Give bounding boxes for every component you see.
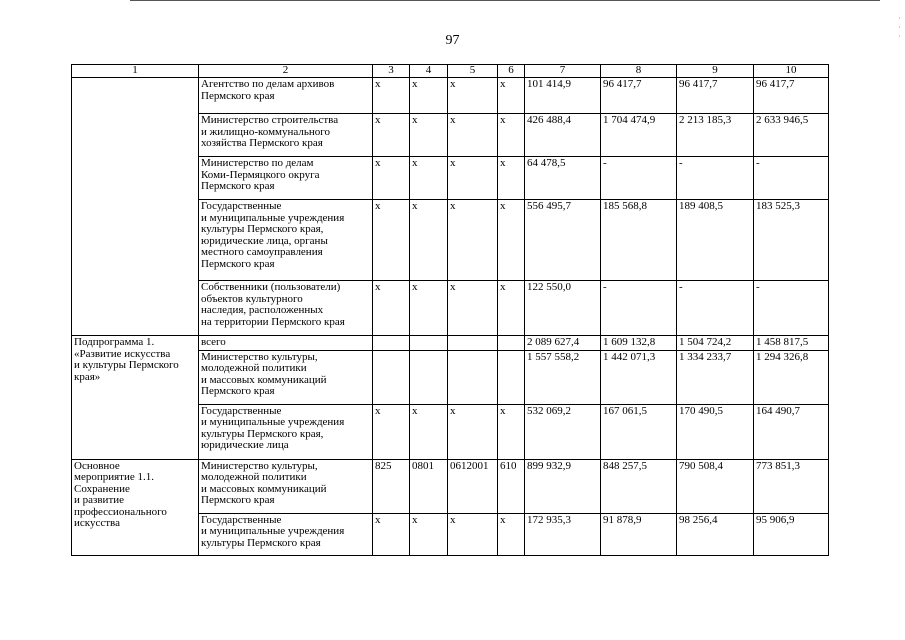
code-cell: х [373,157,410,200]
header-cell-9: 9 [677,65,754,78]
executor-cell: Государственные и муниципальные учреждения культуры Пермского края, юридические лица [199,404,373,459]
code-cell: 0612001 [448,459,498,513]
amount-cell: 899 932,9 [525,459,601,513]
code-cell: х [410,200,448,281]
header-cell-7: 7 [525,65,601,78]
amount-cell: 95 906,9 [754,513,829,555]
budget-table [71,64,829,556]
amount-cell: 185 568,8 [601,200,677,281]
amount-cell: - [601,281,677,336]
amount-cell: 556 495,7 [525,200,601,281]
header-cell-1: 1 [72,65,199,78]
program-cell [72,78,199,336]
amount-cell: - [677,157,754,200]
amount-cell: 172 935,3 [525,513,601,555]
executor-cell: Министерство по делам Коми-Пермяцкого округа Пермского края [199,157,373,200]
executor-cell: Министерство культуры, молодежной политики и массовых коммуникаций Пермского края [199,350,373,404]
code-cell: х [448,78,498,114]
code-cell: х [373,114,410,157]
amount-cell: 96 417,7 [754,78,829,114]
amount-cell: 2 633 946,5 [754,114,829,157]
amount-cell: 773 851,3 [754,459,829,513]
code-cell [410,350,448,404]
executor-cell: Министерство культуры, молодежной политики и массовых коммуникаций Пермского края [199,459,373,513]
code-cell: х [498,200,525,281]
code-cell [373,350,410,404]
page-number: 97 [445,33,460,48]
header-cell-10: 10 [754,65,829,78]
code-cell: х [410,157,448,200]
amount-cell: 170 490,5 [677,404,754,459]
amount-cell: 1 294 326,8 [754,350,829,404]
code-cell [498,350,525,404]
code-cell: х [373,78,410,114]
amount-cell: 790 508,4 [677,459,754,513]
code-cell: х [498,114,525,157]
amount-cell: 1 458 817,5 [754,336,829,351]
table-row [72,78,829,114]
amount-cell: 96 417,7 [601,78,677,114]
amount-cell: 189 408,5 [677,200,754,281]
amount-cell: 2 089 627,4 [525,336,601,351]
code-cell: х [410,513,448,555]
activity-cell: Основное мероприятие 1.1. Сохранение и развитие профессионального искусства [72,459,199,555]
executor-cell: Собственники (пользователи) объектов культурного наследия, расположенных на территории Пермского края [199,281,373,336]
code-cell: х [498,404,525,459]
amount-cell: 1 704 474,9 [601,114,677,157]
code-cell [498,336,525,351]
amount-cell: - [754,157,829,200]
amount-cell: 1 442 071,3 [601,350,677,404]
header-cell-3: 3 [373,65,410,78]
executor-cell: всего [199,336,373,351]
top-rule [130,0,880,1]
code-cell: х [448,404,498,459]
amount-cell: 101 414,9 [525,78,601,114]
executor-cell: Государственные и муниципальные учреждения культуры Пермского края, юридические лица, органы местного самоуправления Пермского края [199,200,373,281]
amount-cell: 98 256,4 [677,513,754,555]
header-row [72,65,829,78]
amount-cell: 1 334 233,7 [677,350,754,404]
table-row [72,336,829,351]
amount-cell: 122 550,0 [525,281,601,336]
code-cell: х [448,157,498,200]
code-cell: х [410,281,448,336]
amount-cell: 183 525,3 [754,200,829,281]
code-cell: х [373,404,410,459]
code-cell [410,336,448,351]
code-cell: х [498,513,525,555]
code-cell: х [498,78,525,114]
code-cell: х [448,513,498,555]
code-cell: 610 [498,459,525,513]
amount-cell: 848 257,5 [601,459,677,513]
executor-cell: Агентство по делам архивов Пермского края [199,78,373,114]
code-cell [373,336,410,351]
code-cell [448,336,498,351]
code-cell: х [373,200,410,281]
code-cell: х [448,281,498,336]
code-cell: 0801 [410,459,448,513]
code-cell: 825 [373,459,410,513]
executor-cell: Государственные и муниципальные учреждения культуры Пермского края [199,513,373,555]
amount-cell: 96 417,7 [677,78,754,114]
code-cell: х [410,404,448,459]
amount-cell: 91 878,9 [601,513,677,555]
code-cell: х [373,281,410,336]
amount-cell: 1 609 132,8 [601,336,677,351]
amount-cell: 164 490,7 [754,404,829,459]
amount-cell: - [601,157,677,200]
code-cell [448,350,498,404]
amount-cell: - [677,281,754,336]
header-cell-8: 8 [601,65,677,78]
header-cell-2: 2 [199,65,373,78]
code-cell: х [498,281,525,336]
code-cell: х [448,200,498,281]
code-cell: х [410,78,448,114]
amount-cell: 167 061,5 [601,404,677,459]
amount-cell: - [754,281,829,336]
amount-cell: 426 488,4 [525,114,601,157]
amount-cell: 1 504 724,2 [677,336,754,351]
executor-cell: Министерство строительства и жилищно-коммунального хозяйства Пермского края [199,114,373,157]
edge-marks: · · · [898,13,901,41]
code-cell: х [498,157,525,200]
amount-cell: 2 213 185,3 [677,114,754,157]
amount-cell: 64 478,5 [525,157,601,200]
table-row [72,459,829,513]
subprogram-cell: Подпрограмма 1. «Развитие искусства и культуры Пермского края» [72,336,199,460]
code-cell: х [410,114,448,157]
amount-cell: 1 557 558,2 [525,350,601,404]
amount-cell: 532 069,2 [525,404,601,459]
code-cell: х [373,513,410,555]
header-cell-6: 6 [498,65,525,78]
header-cell-4: 4 [410,65,448,78]
header-cell-5: 5 [448,65,498,78]
code-cell: х [448,114,498,157]
